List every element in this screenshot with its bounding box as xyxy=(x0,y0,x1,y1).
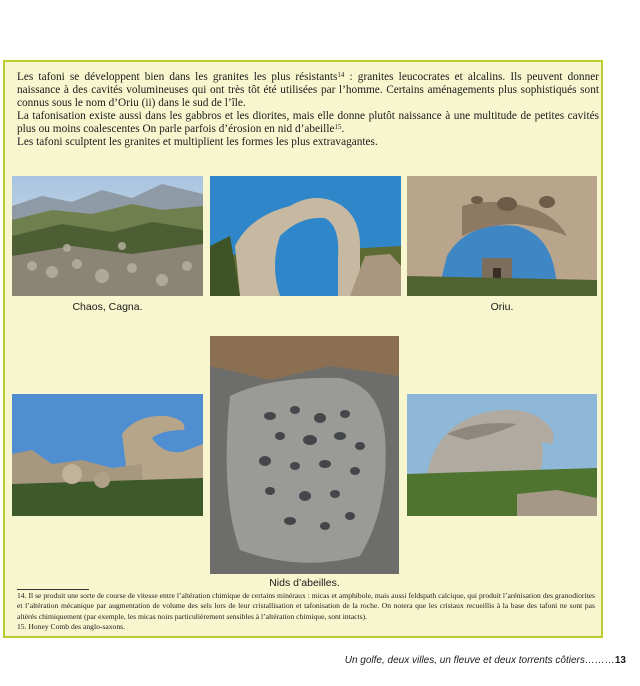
running-title: Un golfe, deux villes, un fleuve et deux torrents côtiers xyxy=(344,655,585,666)
paragraph-granites: Les tafoni se développent bien dans les granites les plus résistants$^{14}$ : granites leucocrates et alcalins. Ils peuvent donner naissance à des cavités volumineuses qui ont très tôt été utilisées par l’homme. Certains aménagements plus sophistiqués sont connus sous le nom d’Oriu (ii) dans le sud de l’île. xyxy=(17,71,599,109)
caption-oriu: Oriu. xyxy=(490,301,514,313)
footnotes xyxy=(17,591,595,633)
caption-nids-abeilles: Nids d’abeilles. xyxy=(269,577,340,589)
paragraph-gabbros: La tafonisation existe aussi dans les gabbros et les diorites, mais elle donne plutôt naissance à une multitude de petites cavités plus ou moins coalescentes On parle parfois d’érosion en nid d’abeille$^{15}$. xyxy=(17,110,599,135)
paragraph-extravagant: Les tafoni sculptent les granites et multiplient les formes les plus extravagantes. xyxy=(17,136,378,148)
photo-oriu-arch xyxy=(210,176,401,296)
footnote-14: 14. Il se produit une sorte de course de vitesse entre l’altération chimique de certains minéraux : micas et amphibole, mais aussi feldspath calcique, qui produit l’arénisation des granodiorites et l’altération mécanique par augmentation de volume des sels lors de leur cristallisation et tafonisation de la roche. On notera que les cristaux recueillis à la base des tafoni ne sont pas altérés chimiquement (par exemple, les micas noirs particulièrement sensibles à l’altération chimique, sont intacts). xyxy=(17,591,595,621)
dot-leader: ……… xyxy=(584,655,615,666)
page-number: 13 xyxy=(614,655,626,666)
caption-chaos-cagna: Chaos, Cagna. xyxy=(72,301,143,313)
photo-oriu xyxy=(407,176,597,296)
footnote-15: 15. Honey Comb des anglo-saxons. xyxy=(17,622,125,632)
photo-tafone-rock xyxy=(407,394,597,516)
body-text xyxy=(17,71,599,149)
footnote-ref-15[interactable]: 15 xyxy=(334,123,342,131)
running-footer xyxy=(345,655,626,666)
photo-nids-abeilles xyxy=(210,336,399,574)
footnote-ref-14[interactable]: 14 xyxy=(337,71,345,79)
footnote-rule xyxy=(17,589,89,590)
photo-rock-shapes xyxy=(12,394,203,516)
photo-chaos-cagna xyxy=(12,176,203,296)
